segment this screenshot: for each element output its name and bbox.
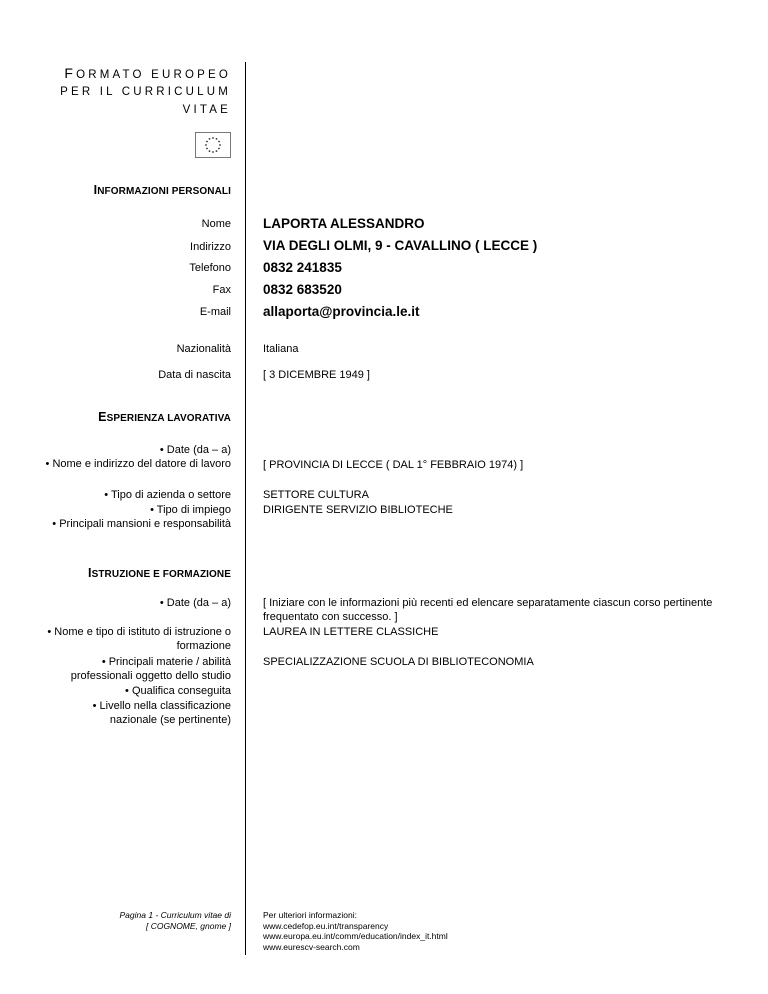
- section-education: [88, 566, 231, 580]
- exp-dates-label: • Date (da – a): [159, 444, 231, 456]
- edu-level-label: • Livello nella classificazione nazionale (se pertinente): [92, 700, 231, 726]
- cv-title-line-2: PER IL CURRICULUM: [60, 86, 231, 98]
- edu-specialization-value: SPECIALIZZAZIONE SCUOLA DI BIBLIOTECONOMIA: [263, 656, 534, 668]
- cv-title-line-1: [64, 65, 231, 81]
- page-name-line: [ COGNOME, gnome ]: [145, 921, 231, 931]
- edu-institute-label: • Nome e tipo di istituto di istruzione o formazione: [47, 626, 231, 652]
- exp-sector-value: SETTORE CULTURA: [263, 489, 369, 501]
- nationality-value: Italiana: [263, 343, 299, 355]
- info-title: Per ulteriori informazioni:: [263, 910, 358, 920]
- section-work-experience: [98, 410, 231, 424]
- section-rest: STRUZIONE E FORMAZIONE: [91, 569, 231, 580]
- name-value: LAPORTA ALESSANDRO: [263, 216, 425, 231]
- edu-dates-label: • Date (da – a): [159, 597, 231, 609]
- exp-job-label: • Tipo di impiego: [150, 504, 231, 516]
- section-rest: NFORMAZIONI PERSONALI: [97, 186, 231, 197]
- edu-dates-value: [ Iniziare con le informazioni più recenti ed elencare separatamente ciascun corso pertinente frequentato con successo. ]: [263, 597, 713, 623]
- section-rest: SPERIENZA LAVORATIVA: [106, 413, 231, 424]
- fax-label: Fax: [212, 284, 231, 296]
- address-label: Indirizzo: [190, 241, 231, 253]
- email-label: E-mail: [199, 306, 231, 318]
- page-footer: [120, 910, 232, 932]
- title-initial: F: [64, 65, 77, 81]
- info-footer: [263, 910, 448, 952]
- eu-flag-icon: [195, 132, 231, 158]
- email-value: allaporta@provincia.le.it: [263, 304, 420, 319]
- info-link-cedefop[interactable]: www.cedefop.eu.int/transparency: [263, 920, 389, 931]
- cv-title-line-3: VITAE: [182, 104, 231, 116]
- exp-sector-label: • Tipo di azienda o settore: [104, 489, 231, 501]
- edu-subjects-label: • Principali materie / abilità professionali oggetto dello studio: [70, 656, 231, 682]
- page-number-line: Pagina 1 - Curriculum vitae di: [119, 910, 231, 920]
- section-initial: I: [93, 183, 98, 197]
- edu-degree-value: LAUREA IN LETTERE CLASSICHE: [263, 626, 439, 638]
- phone-label: Telefono: [189, 262, 231, 274]
- edu-qualification-label: • Qualifica conseguita: [125, 685, 231, 697]
- birth-date-label: Data di nascita: [158, 369, 231, 381]
- birth-date-value: [ 3 DICEMBRE 1949 ]: [263, 369, 370, 381]
- exp-duties-label: • Principali mansioni e responsabilità: [52, 518, 231, 530]
- exp-employer-value: [ PROVINCIA DI LECCE ( DAL 1° FEBBRAIO 1974) ]: [263, 459, 524, 471]
- vertical-divider: [245, 62, 246, 955]
- title-rest: ORMATO EUROPEO: [76, 69, 231, 81]
- info-link-europa[interactable]: www.europa.eu.int/comm/education/index_it.html: [263, 931, 448, 941]
- name-label: Nome: [201, 218, 231, 230]
- nationality-label: Nazionalità: [176, 343, 231, 355]
- fax-value: 0832 683520: [263, 282, 342, 297]
- phone-value: 0832 241835: [263, 260, 342, 275]
- exp-job-value: DIRIGENTE SERVIZIO BIBLIOTECHE: [263, 504, 453, 516]
- address-value: VIA DEGLI OLMI, 9 - CAVALLINO ( LECCE ): [263, 238, 538, 253]
- section-initial: I: [88, 566, 92, 580]
- info-link-eurescv[interactable]: www.eurescv-search.com: [263, 941, 360, 952]
- exp-employer-label: • Nome e indirizzo del datore di lavoro: [45, 458, 231, 470]
- section-personal-info: [94, 183, 231, 197]
- section-initial: E: [98, 410, 107, 424]
